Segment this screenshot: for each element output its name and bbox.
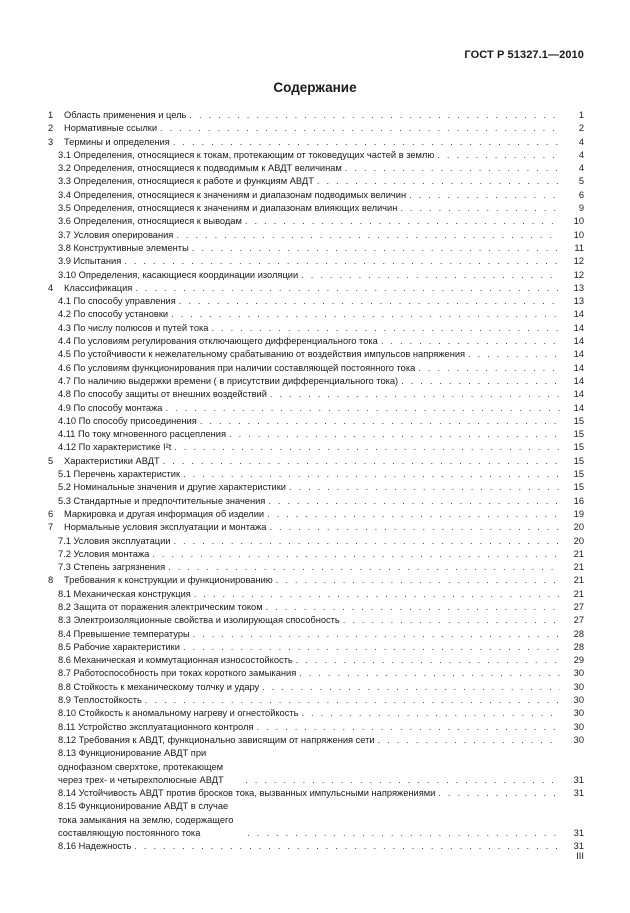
toc-entry-page: 14	[573, 402, 584, 413]
toc-entry-text: 7.2 Условия монтажа	[58, 548, 150, 559]
toc-entry[interactable]	[46, 362, 584, 375]
toc-entry-page: 31	[573, 828, 584, 839]
toc-leader-dots	[262, 681, 560, 694]
toc-entry-text: 4.4 По условиям регулирования отключающего дифференциального тока	[58, 336, 378, 347]
toc-leader-dots	[183, 641, 560, 654]
toc-entry-text: Классификация	[64, 282, 133, 293]
toc-entry[interactable]	[46, 428, 584, 441]
toc-entry-text: Требования к конструкции и функционированию	[64, 575, 273, 586]
toc-entry[interactable]	[46, 601, 584, 614]
toc-entry[interactable]	[46, 747, 584, 787]
toc-leader-dots	[168, 561, 560, 574]
toc-entry-text: Нормальные условия эксплуатации и монтажа	[64, 522, 267, 533]
toc-entry-text: 8.14 Устойчивость АВДТ против бросков тока, вызванных импульсными напряжениями	[58, 788, 436, 799]
toc-entry-text: 8.7 Работоспособность при токах короткого замыкания	[58, 668, 297, 679]
toc-entry-page: 5	[578, 176, 584, 187]
toc-entry[interactable]	[46, 255, 584, 268]
toc-entry-number: 5	[48, 455, 54, 466]
toc-entry-text: 8.10 Стойкость к аномальному нагреву и огнестойкость	[58, 708, 299, 719]
toc-entry[interactable]	[46, 707, 584, 720]
toc-entry[interactable]	[46, 667, 584, 680]
toc-leader-dots	[296, 654, 560, 667]
toc-entry-page: 31	[573, 841, 584, 852]
toc-leader-dots	[152, 548, 560, 561]
toc-entry[interactable]	[46, 521, 584, 534]
toc-entry[interactable]	[46, 588, 584, 601]
toc-entry-text: 3.2 Определения, относящиеся к подводимым к АВДТ величинам	[58, 163, 342, 174]
toc-entry[interactable]	[46, 561, 584, 574]
toc-entry[interactable]	[46, 614, 584, 627]
toc-leader-dots	[270, 388, 560, 401]
toc-leader-dots	[163, 455, 560, 468]
toc-entry-page: 21	[573, 548, 584, 559]
toc-entry-text: 8.13 Функционирование АВДТ при однофазном сверхтоке, протекающем через трех- и четырехполюсные АВДТ	[58, 748, 224, 785]
toc-entry-number: 2	[48, 123, 54, 134]
toc-entry-page: 19	[573, 508, 584, 519]
toc-entry[interactable]	[46, 122, 584, 135]
toc-entry-text: 3.5 Определения, относящиеся к значениям и диапазонам влияющих величин	[58, 203, 398, 214]
toc-entry-text: 4.8 По способу защиты от внешних воздействий	[58, 389, 267, 400]
toc-entry[interactable]	[46, 388, 584, 401]
toc-entry-number: 3	[48, 136, 54, 147]
toc-entry-text: 4.11 По току мгновенного расцепления	[58, 429, 226, 440]
toc-entry[interactable]	[46, 229, 584, 242]
toc-entry-text: 3.6 Определения, относящиеся к выводам	[58, 216, 242, 227]
toc-leader-dots	[378, 734, 560, 747]
toc-leader-dots	[189, 109, 560, 122]
toc-leader-dots	[192, 242, 560, 255]
toc-leader-dots	[211, 322, 560, 335]
toc-entry-text: 3.4 Определения, относящиеся к значениям и диапазонам подводимых величин	[58, 189, 407, 200]
toc-leader-dots	[183, 468, 560, 481]
toc-entry[interactable]	[46, 694, 584, 707]
toc-entry-page: 1	[578, 110, 584, 120]
toc-entry-text: 8.8 Стойкость к механическому толчку и удару	[58, 681, 260, 692]
toc-leader-dots	[268, 495, 560, 508]
toc-entry[interactable]	[46, 535, 584, 548]
toc-leader-dots	[135, 282, 560, 295]
toc-entry-text: 4.12 По характеристике I²t	[58, 442, 172, 453]
toc-entry-page: 30	[573, 681, 584, 692]
toc-entry-text: 3.3 Определения, относящиеся к работе и функциям АВДТ	[58, 176, 314, 187]
toc-entry-page: 4	[578, 136, 584, 147]
toc-entry-text: 3.7 Условия оперирования	[58, 229, 174, 240]
toc-entry-text: 8.5 Рабочие характеристики	[58, 641, 180, 652]
toc-entry-page: 14	[573, 362, 584, 373]
toc-entry-page: 30	[573, 668, 584, 679]
toc-entry-page: 12	[573, 269, 584, 280]
toc-entry-text: 8.1 Механическая конструкция	[58, 588, 191, 599]
toc-entry[interactable]	[46, 335, 584, 348]
toc-entry-text: 4.1 По способу управления	[58, 296, 176, 307]
toc-leader-dots	[134, 840, 560, 853]
toc-leader-dots	[289, 481, 560, 494]
toc-entry[interactable]	[46, 787, 584, 800]
toc-entry-text: 4.3 По числу полюсов и путей тока	[58, 322, 209, 333]
toc-entry-text: 3.9 Испытания	[58, 256, 122, 267]
toc-entry-text: 8.15 Функционирование АВДТ в случае тока замыкания на землю, содержащего составляющую постоянного тока	[58, 801, 234, 839]
toc-leader-dots	[171, 308, 560, 321]
toc-entry-text: 5.1 Перечень характеристик	[58, 469, 181, 480]
toc-entry-page: 20	[573, 535, 584, 546]
toc-entry-page: 14	[573, 349, 584, 360]
toc-entry-number: 8	[48, 575, 54, 586]
toc-entry[interactable]	[46, 175, 584, 188]
toc-entry-text: 8.9 Теплостойкость	[58, 695, 142, 706]
toc-entry-page: 9	[578, 203, 584, 214]
toc-entry-text: 8.4 Превышение температуры	[58, 628, 190, 639]
toc-entry[interactable]	[46, 136, 584, 149]
toc-entry-page: 20	[573, 522, 584, 533]
toc-leader-dots	[437, 149, 560, 162]
toc-entry-text: Характеристики АВДТ	[64, 455, 160, 466]
toc-leader-dots	[266, 601, 560, 614]
toc-title: Содержание	[273, 80, 357, 95]
toc-leader-dots	[345, 162, 560, 175]
toc-entry-page: 4	[578, 163, 584, 174]
toc-leader-dots	[401, 375, 560, 388]
toc-leader-dots	[200, 415, 560, 428]
toc-leader-dots	[229, 428, 560, 441]
toc-leader-dots	[173, 136, 560, 149]
toc-entry-text: 8.3 Электроизоляционные свойства и изолирующая способность	[58, 615, 340, 626]
toc-leader-dots	[179, 295, 560, 308]
toc-entry-page: 31	[573, 774, 584, 785]
toc-leader-dots	[145, 694, 560, 707]
toc-entry-text: 5.2 Номинальные значения и другие характеристики	[58, 482, 286, 493]
toc-leader-dots	[301, 269, 560, 282]
toc-entry[interactable]	[46, 721, 584, 734]
toc-entry-page: 10	[573, 229, 584, 240]
toc-leader-dots	[247, 827, 560, 840]
toc-leader-dots	[173, 535, 560, 548]
toc-entry[interactable]	[46, 641, 584, 654]
toc-leader-dots	[256, 721, 560, 734]
toc-leader-dots	[276, 574, 560, 587]
toc-entry[interactable]	[46, 734, 584, 747]
toc-entry[interactable]	[46, 548, 584, 561]
toc-entry-page: 15	[573, 415, 584, 426]
toc-entry-text: 7.1 Условия эксплуатации	[58, 535, 171, 546]
toc-entry-text: 8.16 Надежность	[58, 841, 132, 852]
toc-entry-text: 4.7 По наличию выдержки времени ( в присутствии дифференциального тока)	[58, 375, 399, 386]
toc-leader-dots	[468, 348, 560, 361]
toc-entry-page: 27	[573, 601, 584, 612]
toc-leader-dots	[245, 774, 560, 787]
toc-entry[interactable]	[46, 574, 584, 587]
toc-entry-text: 8.12 Требования к АВДТ, функционально зависящим от напряжения сети	[58, 734, 375, 745]
toc-entry-page: 21	[573, 562, 584, 573]
toc-entry-page: 30	[573, 695, 584, 706]
toc-entry[interactable]	[46, 348, 584, 361]
toc-entry[interactable]	[46, 495, 584, 508]
toc-entry-page: 30	[573, 734, 584, 745]
toc-entry-page: 15	[573, 429, 584, 440]
toc-leader-dots	[269, 521, 560, 534]
toc-entry-number: 4	[48, 282, 54, 293]
toc-entry[interactable]	[46, 681, 584, 694]
toc-entry-text: 4.6 По условиям функционирования при наличии составляющей постоянного тока	[58, 362, 416, 373]
toc-leader-dots	[400, 202, 560, 215]
toc-leader-dots	[343, 614, 560, 627]
toc-entry[interactable]	[46, 282, 584, 295]
toc-entry[interactable]	[46, 149, 584, 162]
toc-entry-page: 6	[578, 189, 584, 200]
toc-entry-page: 13	[573, 282, 584, 293]
page-number-footer: III	[576, 851, 584, 862]
toc-entry-page: 11	[574, 242, 584, 253]
toc-entry-text: 3.8 Конструктивные элементы	[58, 242, 189, 253]
toc-entry[interactable]	[46, 109, 584, 122]
toc-entry-text: 8.2 Защита от поражения электрическим током	[58, 601, 263, 612]
toc-entry[interactable]	[46, 242, 584, 255]
toc-leader-dots	[245, 215, 560, 228]
toc-entry-page: 31	[573, 788, 584, 799]
toc-entry[interactable]	[46, 455, 584, 468]
table-of-contents	[46, 109, 584, 854]
toc-leader-dots	[381, 335, 560, 348]
toc-entry-text: Маркировка и другая информация об изделии	[64, 508, 265, 519]
toc-entry-page: 4	[578, 149, 584, 160]
toc-entry-page: 13	[573, 296, 584, 307]
toc-entry[interactable]	[46, 322, 584, 335]
toc-entry-text: 3.10 Определения, касающиеся координации изоляции	[58, 269, 299, 280]
toc-entry[interactable]	[46, 415, 584, 428]
toc-entry-text: 4.9 По способу монтажа	[58, 402, 163, 413]
toc-entry-page: 28	[573, 628, 584, 639]
toc-entry-page: 15	[573, 469, 584, 480]
toc-leader-dots	[160, 122, 560, 135]
toc-entry-page: 16	[573, 495, 584, 506]
toc-entry-page: 21	[573, 575, 584, 586]
toc-entry[interactable]	[46, 189, 584, 202]
toc-entry-page: 28	[573, 641, 584, 652]
toc-entry-page: 27	[573, 615, 584, 626]
toc-entry[interactable]	[46, 308, 584, 321]
toc-leader-dots	[194, 588, 560, 601]
toc-entry[interactable]	[46, 468, 584, 481]
toc-entry[interactable]	[46, 269, 584, 282]
toc-leader-dots	[124, 255, 560, 268]
toc-entry-text: 8.6 Механическая и коммутационная износостойкость	[58, 655, 293, 666]
toc-entry[interactable]	[46, 800, 584, 840]
toc-entry[interactable]	[46, 295, 584, 308]
toc-leader-dots	[418, 362, 560, 375]
toc-entry-page: 14	[573, 375, 584, 386]
toc-entry-number: 7	[48, 522, 54, 533]
toc-entry-page: 14	[573, 389, 584, 400]
toc-entry[interactable]	[46, 508, 584, 521]
toc-entry-text: 8.11 Устройство эксплуатационного контроля	[58, 721, 254, 732]
toc-entry[interactable]	[46, 441, 584, 454]
toc-entry-page: 14	[573, 336, 584, 347]
toc-entry-page: 14	[573, 309, 584, 320]
toc-entry-number: 1	[48, 110, 54, 120]
toc-entry-text: Термины и определения	[64, 136, 170, 147]
toc-entry[interactable]	[46, 162, 584, 175]
toc-entry[interactable]	[46, 840, 584, 853]
toc-entry[interactable]	[46, 402, 584, 415]
toc-entry-page: 15	[573, 482, 584, 493]
toc-entry-page: 15	[573, 442, 584, 453]
toc-entry[interactable]	[46, 481, 584, 494]
toc-entry[interactable]	[46, 628, 584, 641]
toc-entry-page: 29	[573, 655, 584, 666]
toc-entry-page: 10	[573, 216, 584, 227]
toc-entry-page: 30	[573, 721, 584, 732]
toc-entry-page: 21	[573, 588, 584, 599]
toc-entry[interactable]	[46, 202, 584, 215]
toc-entry-text: 7.3 Степень загрязнения	[58, 562, 166, 573]
toc-entry-page: 30	[573, 708, 584, 719]
toc-leader-dots	[409, 189, 560, 202]
toc-leader-dots	[176, 229, 560, 242]
toc-leader-dots	[174, 441, 560, 454]
toc-entry-text: Область применения и цель	[64, 110, 187, 120]
toc-entry-text: 4.10 По способу присоединения	[58, 415, 197, 426]
toc-entry-text: 4.2 По способу установки	[58, 309, 169, 320]
toc-entry-number: 6	[48, 508, 54, 519]
toc-entry-text: 4.5 По устойчивости к нежелательному срабатыванию от воздействия импульсов напряжения	[58, 349, 466, 360]
toc-leader-dots	[301, 707, 560, 720]
document-header: ГОСТ Р 51327.1—2010	[464, 49, 584, 61]
toc-entry-page: 14	[573, 322, 584, 333]
toc-leader-dots	[299, 667, 560, 680]
toc-leader-dots	[317, 175, 560, 188]
toc-entry-page: 12	[573, 256, 584, 267]
toc-entry-page: 15	[573, 455, 584, 466]
toc-leader-dots	[267, 508, 560, 521]
toc-entry[interactable]	[46, 375, 584, 388]
toc-entry-text: Нормативные ссылки	[64, 123, 158, 134]
toc-leader-dots	[438, 787, 560, 800]
toc-leader-dots	[193, 628, 560, 641]
toc-leader-dots	[165, 402, 560, 415]
toc-entry[interactable]	[46, 215, 584, 228]
toc-entry-text: 5.3 Стандартные и предпочтительные значения	[58, 495, 266, 506]
toc-entry[interactable]	[46, 654, 584, 667]
toc-entry-text: 3.1 Определения, относящиеся к токам, протекающим от токоведущих частей в землю	[58, 149, 435, 160]
toc-entry-page: 2	[578, 123, 584, 134]
